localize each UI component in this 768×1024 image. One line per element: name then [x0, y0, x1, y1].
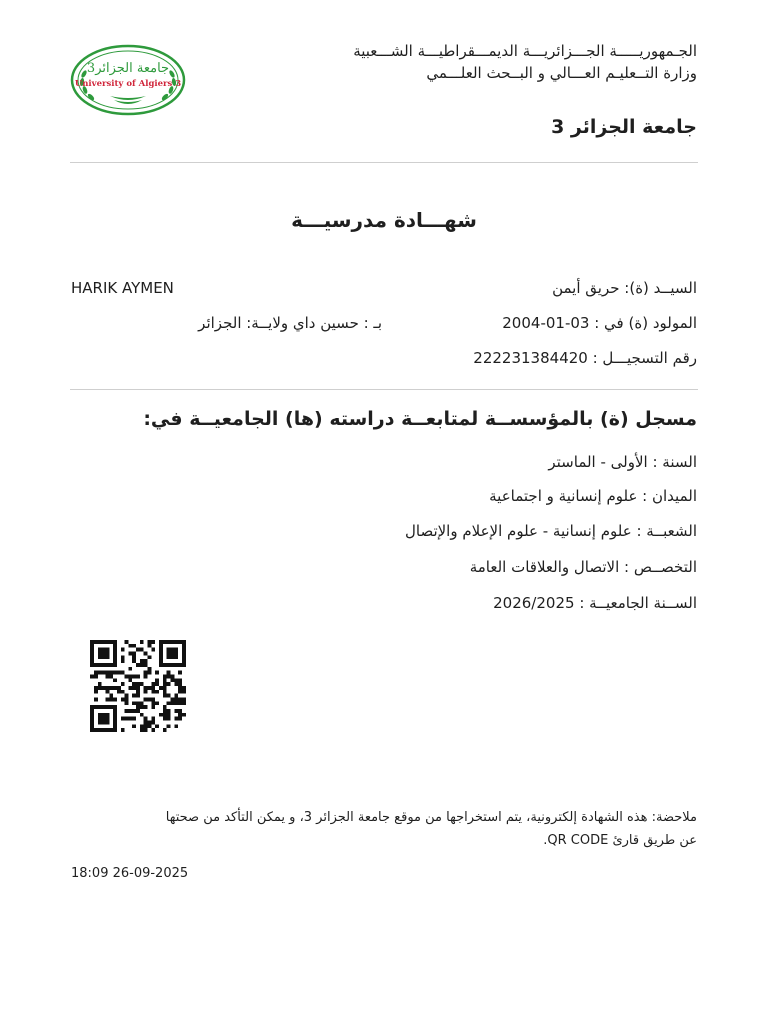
note-line-2: عن طريق قارئ QR CODE. — [543, 833, 697, 848]
academic-year: 2026/2025 — [493, 594, 575, 612]
ministry-line: وزارة التــعليـم العـــالي و البــحث العلـــمي — [426, 64, 697, 82]
speciality: التخصــص : الاتصال والعلاقات العامة — [469, 558, 697, 576]
republic-line: الجـمهوريـــــة الجـــزائريـــة الديمـــقراطيـــة الشـــعبية — [353, 42, 697, 60]
academic-year-row — [493, 594, 697, 612]
birth-row — [502, 314, 697, 332]
divider-middle — [70, 389, 698, 390]
qr-code-icon — [90, 640, 186, 732]
ministry-header — [353, 40, 697, 84]
name-arabic: حريق أيمن — [552, 279, 620, 297]
note-line-1: ملاحضة: هذه الشهادة إلكترونية، يتم استخراجها من موقع جامعة الجزائر 3، و يمكن التأكد من صحتها — [165, 810, 697, 825]
name-label: السيــد (ة): — [624, 279, 697, 297]
academic-year-label: الســنة الجامعيــة : — [579, 594, 697, 612]
year-level: السنة : الأولى - الماستر — [548, 453, 697, 471]
logo-arabic-text: جامعة الجزائر3 — [86, 61, 170, 76]
birth-date: 2004-01-03 — [502, 314, 590, 332]
domain: الميدان : علوم إنسانية و اجتماعية — [489, 487, 697, 505]
student-name-row — [552, 279, 697, 297]
divider-top — [70, 162, 698, 163]
name-latin: HARIK AYMEN — [71, 279, 174, 297]
registration-number: 222231384420 — [473, 349, 588, 367]
issue-timestamp: 18:09 26-09-2025 — [71, 866, 189, 881]
enrollment-heading: مسجل (ة) بالمؤسســة لمتابعــة دراسته (ها) الجامعيــة في: — [143, 408, 697, 430]
birth-place: بـ : حسين داي ولايــة: الجزائر — [198, 314, 382, 332]
birth-label: المولود (ة) في : — [594, 314, 697, 332]
logo-latin-text: University of Algiers 3 — [74, 79, 182, 89]
branch: الشعبــة : علوم إنسانية - علوم الإعلام والإتصال — [404, 522, 697, 540]
document-title: شهـــادة مدرسيـــة — [291, 208, 477, 232]
verification-note — [57, 806, 697, 852]
registration-label: رقم التسجيـــل : — [592, 349, 697, 367]
university-title: جامعة الجزائر 3 — [551, 116, 697, 138]
registration-row — [473, 349, 697, 367]
university-logo-icon — [70, 44, 186, 116]
